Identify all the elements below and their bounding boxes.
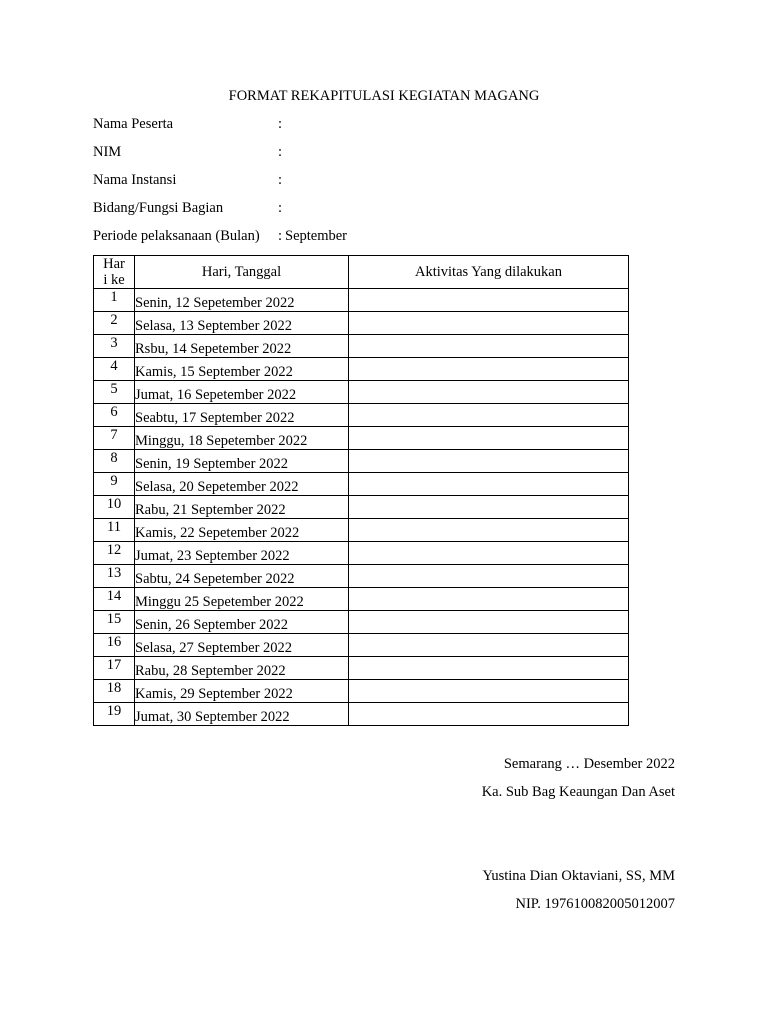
cell-hari-ke: 3 xyxy=(94,335,135,358)
cell-hari-tanggal: Senin, 19 September 2022 xyxy=(135,450,349,473)
cell-hari-tanggal: Senin, 12 Sepetember 2022 xyxy=(135,289,349,312)
cell-hari-ke: 4 xyxy=(94,358,135,381)
cell-hari-tanggal: Rabu, 21 September 2022 xyxy=(135,496,349,519)
cell-hari-tanggal: Selasa, 20 Sepetember 2022 xyxy=(135,473,349,496)
table-header-row xyxy=(94,256,629,289)
cell-hari-tanggal: Kamis, 29 September 2022 xyxy=(135,680,349,703)
info-colon: : xyxy=(278,200,283,216)
cell-hari-tanggal: Minggu, 18 Sepetember 2022 xyxy=(135,427,349,450)
cell-hari-ke: 10 xyxy=(94,496,135,519)
cell-aktivitas xyxy=(349,680,629,703)
signature-position: Ka. Sub Bag Keaungan Dan Aset xyxy=(481,784,675,800)
cell-aktivitas xyxy=(349,404,629,427)
cell-aktivitas xyxy=(349,588,629,611)
cell-hari-tanggal: Jumat, 23 September 2022 xyxy=(135,542,349,565)
info-colon: : xyxy=(278,116,283,132)
cell-hari-ke: 15 xyxy=(94,611,135,634)
table-row xyxy=(94,519,629,542)
info-colon: : xyxy=(278,228,283,244)
table-row xyxy=(94,427,629,450)
cell-hari-ke: 16 xyxy=(94,634,135,657)
info-label: NIM xyxy=(93,144,122,160)
table-row xyxy=(94,358,629,381)
cell-hari-ke: 5 xyxy=(94,381,135,404)
signature-nip: NIP. 197610082005012007 xyxy=(515,896,675,912)
table-row xyxy=(94,542,629,565)
document-title: FORMAT REKAPITULASI KEGIATAN MAGANG xyxy=(228,88,540,104)
info-label: Periode pelaksanaan (Bulan) xyxy=(93,228,260,244)
cell-aktivitas xyxy=(349,634,629,657)
cell-hari-tanggal: Kamis, 22 Sepetember 2022 xyxy=(135,519,349,542)
cell-hari-ke: 14 xyxy=(94,588,135,611)
cell-hari-ke: 9 xyxy=(94,473,135,496)
table-row xyxy=(94,450,629,473)
rekap-table xyxy=(93,255,629,726)
cell-aktivitas xyxy=(349,703,629,726)
table-row xyxy=(94,473,629,496)
cell-aktivitas xyxy=(349,312,629,335)
cell-aktivitas xyxy=(349,496,629,519)
info-label: Nama Peserta xyxy=(93,116,174,132)
cell-aktivitas xyxy=(349,611,629,634)
cell-aktivitas xyxy=(349,381,629,404)
cell-hari-tanggal: Rsbu, 14 Sepetember 2022 xyxy=(135,335,349,358)
cell-aktivitas xyxy=(349,565,629,588)
table-row xyxy=(94,703,629,726)
cell-aktivitas xyxy=(349,542,629,565)
signature-place-date: Semarang … Desember 2022 xyxy=(503,756,675,772)
cell-hari-tanggal: Sabtu, 24 Sepetember 2022 xyxy=(135,565,349,588)
cell-hari-ke: 13 xyxy=(94,565,135,588)
cell-hari-ke: 12 xyxy=(94,542,135,565)
cell-hari-tanggal: Rabu, 28 September 2022 xyxy=(135,657,349,680)
table-row xyxy=(94,634,629,657)
table-row xyxy=(94,381,629,404)
cell-hari-ke: 19 xyxy=(94,703,135,726)
signature-name: Yustina Dian Oktaviani, SS, MM xyxy=(482,868,675,884)
header-hari-tanggal: Hari, Tanggal xyxy=(135,256,349,289)
cell-hari-tanggal: Minggu 25 Sepetember 2022 xyxy=(135,588,349,611)
table-row xyxy=(94,335,629,358)
cell-aktivitas xyxy=(349,473,629,496)
info-label: Bidang/Fungsi Bagian xyxy=(93,200,224,216)
table-row xyxy=(94,611,629,634)
header-aktivitas: Aktivitas Yang dilakukan xyxy=(349,256,629,289)
info-colon: : xyxy=(278,172,283,188)
cell-aktivitas xyxy=(349,289,629,312)
cell-hari-ke: 18 xyxy=(94,680,135,703)
table-row xyxy=(94,565,629,588)
cell-hari-tanggal: Seabtu, 17 September 2022 xyxy=(135,404,349,427)
header-hari-ke xyxy=(94,256,135,289)
table-row xyxy=(94,496,629,519)
cell-hari-tanggal: Selasa, 27 September 2022 xyxy=(135,634,349,657)
cell-hari-ke: 2 xyxy=(94,312,135,335)
header-hari-ke-line1: Har xyxy=(103,256,125,272)
cell-hari-tanggal: Jumat, 16 Sepetember 2022 xyxy=(135,381,349,404)
info-label: Nama Instansi xyxy=(93,172,177,188)
cell-aktivitas xyxy=(349,657,629,680)
cell-aktivitas xyxy=(349,427,629,450)
table-row xyxy=(94,588,629,611)
header-hari-ke-line2: i ke xyxy=(103,272,125,288)
cell-hari-tanggal: Kamis, 15 September 2022 xyxy=(135,358,349,381)
cell-aktivitas xyxy=(349,335,629,358)
info-value: September xyxy=(285,228,348,244)
cell-hari-ke: 6 xyxy=(94,404,135,427)
cell-hari-ke: 11 xyxy=(94,519,135,542)
cell-hari-ke: 17 xyxy=(94,657,135,680)
table-row xyxy=(94,404,629,427)
table-row xyxy=(94,289,629,312)
cell-hari-tanggal: Jumat, 30 September 2022 xyxy=(135,703,349,726)
cell-aktivitas xyxy=(349,358,629,381)
cell-hari-ke: 1 xyxy=(94,289,135,312)
table-row xyxy=(94,657,629,680)
table-row xyxy=(94,680,629,703)
cell-hari-ke: 7 xyxy=(94,427,135,450)
cell-hari-tanggal: Selasa, 13 September 2022 xyxy=(135,312,349,335)
table-row xyxy=(94,312,629,335)
cell-hari-tanggal: Senin, 26 September 2022 xyxy=(135,611,349,634)
cell-aktivitas xyxy=(349,519,629,542)
info-colon: : xyxy=(278,144,283,160)
cell-hari-ke: 8 xyxy=(94,450,135,473)
cell-aktivitas xyxy=(349,450,629,473)
